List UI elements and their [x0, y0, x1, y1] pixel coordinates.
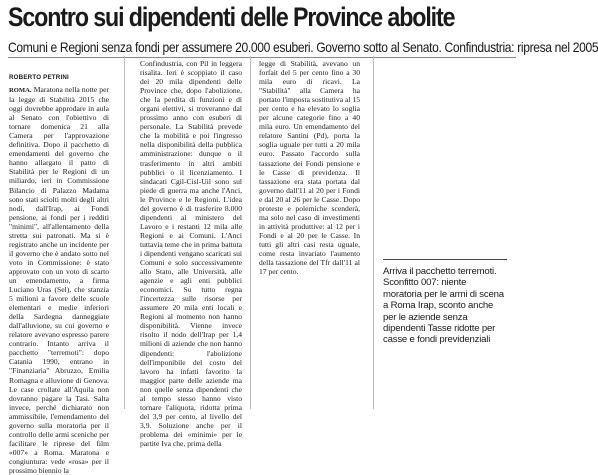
header-rule	[8, 57, 516, 58]
byline: ROBERTO PETRINI	[9, 74, 69, 81]
column-1-text: Maratona nella notte per la legge di Stabilità 2015 che oggi dovrebbe approdare in aula al Senato con l'obiettivo di tornare domenica 21 alla Camera per l'approvazione definitiva. Dopo il pacchetto di emendamenti del governo che hanno allargato il patto di Stabilità per le Regioni di un miliardo, ieri in Commissione Bilancio di Palazzo Madama sono stati sciolti molti degli altri nodi, dall'Irap, ai Fondi pensione, ai fondi per i redditi "minimi", all'allentamento della stretta sui patronati. Ma si è registrato anche un incidente per il governo che è andato sotto nel voto in Commissione: è stato approvato con un voto di scarto un emendamento, a firma Luciano Uras (Sel), che stanzia 5 milioni a favore delle scuole elementari e medie inferiori della Sardegna danneggiate dall'alluvione, su cui governo e relatore avevano espresso parere contrario. Intanto arriva il pacchetto "terremoti": dopo Catania 1990, entrano in "Finanziaria" Abruzzo, Emilia Romagna e alluvione di Genova. Le case crollate all'Aquila non dovranno pagare la Tasi. Salta invece, perché dichiarato non ammissibile, l'emendamento del governo sulla moratoria per il controllo delle armi sceniche per facilitare le riprese del film «007» a Roma. Maratona e congiuntura: vede «rosa» per il prossimo biennio la	[9, 85, 109, 475]
column-divider-3	[373, 56, 374, 409]
article-column-3	[259, 59, 360, 276]
pull-quote: Arriva il pacchetto terremoti. Sconfitto 007: niente moratoria per le armi di scena a Roma Irap, sconto anche per le aziende senza dipendenti Tasse ridotte per casse e fondi previdenziali	[383, 259, 507, 346]
headline: Scontro sui dipendenti delle Province abolite	[8, 2, 455, 32]
column-divider-1	[124, 56, 125, 409]
subheadline: Comuni e Regioni senza fondi per assumere 20.000 esuberi. Governo sotto al Senato. Confindustria: ripresa nel 2005	[8, 40, 598, 55]
column-3-text: legge di Stabilità, avevano un forfait del 5 per cento fino a 30 mila euro di ricavi. La "Stabilità" alla Camera ha portato l'imposta sostitutiva al 15 per cento e ha elevato lo soglia per alcune categorie fino a 40 mila euro. Un emendamento del relatore Santini (Pd), porta la soglia uguale per tutti a 20 mila euro. Passato l'accordo sulla tassazione dei Fondi pensione e le Casse di previdenza. Il tassazione era stata portata dal governo dall'11 al 20 per i Fondi e dal 20 al 26 per le Casse. Dopo proteste e polemiche scenderà, ma solo nel caso di investimenti in attività produttive: al 12 per i Fondi e al 20 per le Casse. In tutti gli altri casi resta uguale, come resta invariato l'aumento della tassazione del Tfr dall'11 al 17 per cento.	[259, 59, 360, 277]
dateline: ROMA.	[9, 87, 32, 94]
column-divider-2	[250, 56, 251, 409]
article-column-2	[140, 59, 242, 448]
column-2-text: Confindustria, con Pil in leggera risalita. Ieri è scoppiato il caso dei 20 mila dipendenti delle Province che, dopo l'abolizione, che la perdita di funzioni e di organi elettivi, si troveranno dal prossimo anno con esuberi di personale. La Stabilità prevede che la mobilità e poi l'ingresso nella disponibilità della pubblica amministrazione: dunque o il trasferimento in altri ambiti pubblici o il licenziamento. I sindacati Cgil-Cisl-Uil sono sul piede di guerra ma anche l'Anci, le Province e le Regioni. L'idea del governo è di trasferire 8.000 dipendenti al ministero del Lavoro e i restanti 12 mila alle Regioni e ai Comuni. L'Anci tuttavia teme che in prima battuta i dipendenti vengano scaricati sui Comuni e solo successivamente allo Stato, alle Università, alle agenzie e agli enti pubblici economici. Su tutto regna l'incertezza sulle risorse per assumere 20 mila enti locali e Regioni al momento non hanno disponibilità. Vienne invece risolto il nodo dell'Irap per 1,4 milioni di aziende che non hanno dipendenti: l'abolizione dell'imponibile del costo del lavoro ha infatti favorito la maggior parte delle aziende ma non quelle senza dipendenti che al tempo stesso hanno visto tornare l'aliquota, ridotta prima del 3,9 per cento, al livello del 3,9. Soluzione anche per il problema dei «minimi» per le partite Iva che, prima della	[140, 59, 242, 448]
article-column-1	[9, 85, 109, 475]
